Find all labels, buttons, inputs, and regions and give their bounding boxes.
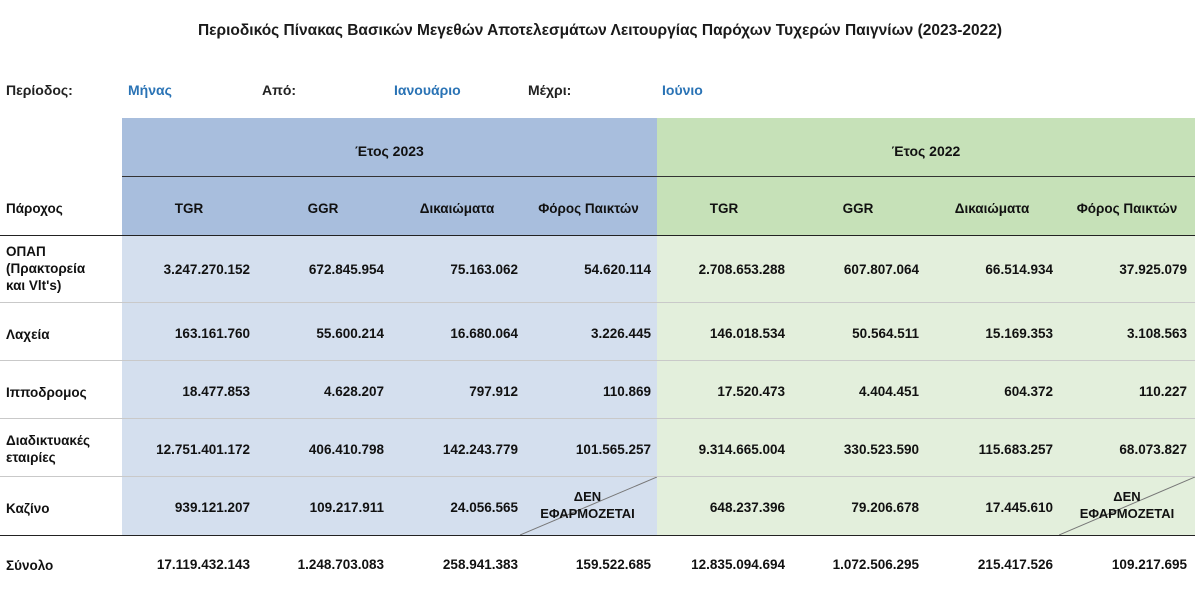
column-header: Δικαιώματα	[954, 201, 1030, 216]
table-cell: 4.628.207	[323, 384, 384, 399]
column-header: GGR	[307, 201, 339, 216]
table-cell: 648.237.396	[709, 500, 785, 515]
table-cell: 939.121.207	[174, 500, 250, 515]
to-value[interactable]: Ιούνιο	[662, 82, 703, 98]
table-cell: 4.404.451	[858, 384, 919, 399]
table-cell: 115.683.257	[978, 442, 1053, 457]
total-label: Σύνολο	[6, 558, 54, 573]
total-cell: 215.417.526	[977, 557, 1053, 572]
table-cell: 12.751.401.172	[156, 442, 250, 457]
table-cell: 15.169.353	[985, 326, 1053, 341]
total-top-border	[0, 535, 1195, 536]
header-bottom-border	[0, 235, 1195, 236]
column-header: TGR	[709, 201, 739, 216]
total-cell: 109.217.695	[1111, 557, 1187, 572]
table-cell: 3.108.563	[1126, 326, 1187, 341]
to-label: Μέχρι:	[528, 82, 572, 98]
period-selector-row	[0, 82, 1200, 102]
table-cell: 3.247.270.152	[163, 262, 250, 277]
total-cell: 17.119.432.143	[156, 557, 250, 572]
provider-column-header: Πάροχος	[6, 201, 63, 216]
table-cell: 37.925.079	[1119, 262, 1187, 277]
table-cell: 16.680.064	[450, 326, 518, 341]
not-applicable-cell: ΔΕΝ ΕΦΑΡΜΟΖΕΤΑΙ	[1079, 489, 1175, 521]
header-divider	[122, 176, 1195, 177]
table-cell: 797.912	[469, 384, 518, 399]
total-cell: 1.072.506.295	[832, 557, 919, 572]
table-cell: 75.163.062	[450, 262, 518, 277]
table-cell: 101.565.257	[575, 442, 651, 457]
table-cell: 66.514.934	[985, 262, 1053, 277]
row-label-casino: Καζίνο	[6, 501, 50, 516]
table-cell: 146.018.534	[709, 326, 785, 341]
table-cell: 9.314.665.004	[698, 442, 785, 457]
year-2023-header: Έτος 2023	[355, 143, 424, 159]
table-cell: 406.410.798	[308, 442, 384, 457]
column-header: TGR	[174, 201, 204, 216]
row-divider	[0, 360, 1195, 361]
table-cell: 604.372	[1004, 384, 1053, 399]
period-label: Περίοδος:	[6, 82, 73, 98]
period-value[interactable]: Μήνας	[128, 82, 172, 98]
row-divider	[0, 302, 1195, 303]
page-title: Περιοδικός Πίνακας Βασικών Μεγεθών Αποτελεσμάτων Λειτουργίας Παρόχων Τυχερών Παιγνίων (2023-2022)	[197, 22, 1003, 39]
table-cell: 55.600.214	[316, 326, 384, 341]
table-cell: 50.564.511	[852, 326, 919, 341]
from-label: Από:	[262, 82, 297, 98]
table-cell: 607.807.064	[843, 262, 919, 277]
table-cell: 18.477.853	[182, 384, 250, 399]
table-cell: 3.226.445	[590, 326, 651, 341]
column-header: Φόρος Παικτών	[1076, 201, 1178, 216]
row-label-lottery: Λαχεία	[6, 327, 50, 342]
column-header: GGR	[842, 201, 874, 216]
table-cell: 17.520.473	[717, 384, 785, 399]
table-cell: 110.227	[1138, 384, 1187, 399]
table-cell: 672.845.954	[308, 262, 384, 277]
column-header: Φόρος Παικτών	[538, 201, 639, 216]
table-cell: 163.161.760	[174, 326, 250, 341]
not-applicable-cell: ΔΕΝ ΕΦΑΡΜΟΖΕΤΑΙ	[540, 489, 635, 521]
table-cell: 79.206.678	[851, 500, 919, 515]
table-cell: 17.445.610	[985, 500, 1053, 515]
row-label-opap: ΟΠΑΠ (Πρακτορεία και Vlt's)	[6, 244, 86, 293]
table-cell: 110.869	[602, 384, 651, 399]
table-cell: 109.217.911	[309, 500, 384, 515]
year-2022-header: Έτος 2022	[891, 143, 961, 159]
from-value[interactable]: Ιανουάριο	[394, 82, 461, 98]
row-label-hippodrome: Ιπποδρομος	[6, 385, 87, 400]
total-cell: 159.522.685	[575, 557, 651, 572]
table-cell: 68.073.827	[1119, 442, 1187, 457]
total-cell: 12.835.094.694	[691, 557, 785, 572]
row-divider	[0, 418, 1195, 419]
table-cell: 330.523.590	[843, 442, 919, 457]
table-cell: 142.243.779	[442, 442, 518, 457]
table-cell: 54.620.114	[584, 262, 651, 277]
total-cell: 258.941.383	[442, 557, 518, 572]
column-header: Δικαιώματα	[419, 201, 495, 216]
table-cell: 2.708.653.288	[698, 262, 785, 277]
total-cell: 1.248.703.083	[297, 557, 384, 572]
table-cell: 24.056.565	[450, 500, 518, 515]
row-label-online-companies: Διαδικτυακές εταιρίες	[6, 433, 91, 465]
